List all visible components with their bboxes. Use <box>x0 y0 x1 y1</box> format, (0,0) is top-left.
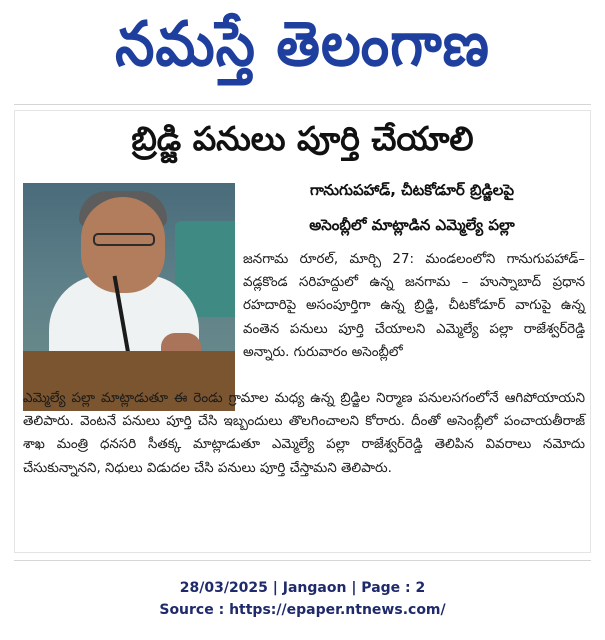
masthead-divider <box>14 104 591 105</box>
article-subhead-1: గానుగుపహాడ్, చీటకోడూర్ బ్రిడ్జిలపై <box>309 181 515 199</box>
masthead <box>0 0 605 104</box>
article-body-full-width: ఎమ్మెల్యే పల్లా మాట్లాడుతూ ఈ రెండు గ్రామాల మధ్య ఉన్న బ్రిడ్జిల నిర్మాణ పనులసగంలోనే ఆగిపోయాయని తెలిపారు. వెంటనే పనులు పూర్తి చేసి ఇబ్బందులు తొలగించాలని కోరారు. దీంతో అసెంబ్లీలో పంచాయతీరాజ్ శాఖ మంత్రి ధనసరి సీతక్క మాట్లాడుతూ ఎమ్మెల్యే పల్లా రాజేశ్వర్‌రెడ్డి తెలిపిన వివరాలు నమోదు చేసుకున్నానని, నిధులు విడుదల చేసి పనులు పూర్తి చేస్తామని తెలిపారు. <box>23 391 585 476</box>
article-headline: బ్రిడ్జి పనులు పూర్తి చేయాలి <box>131 119 474 158</box>
footer-divider <box>14 560 591 561</box>
edition-info: 28/03/2025 | Jangaon | Page : 2 <box>179 580 426 596</box>
source-link[interactable]: Source : https://epaper.ntnews.com/ <box>159 602 446 618</box>
article-body-right-column: జనగామ రూరల్, మార్చి 27: మండలంలోని గానుగుపహాడ్–వడ్లకొండ సరిహద్దులో ఉన్న జనగామ – హుస్నాబాద్ ప్రధాన రహదారిపై అసంపూర్తిగా ఉన్న బ్రిడ్జి, చీటకోడూర్ వాగుపై ఉన్న వంతెన పనులు పూర్తి చేయాలని ఎమ్మెల్యే పల్లా రాజేశ్వర్‌రెడ్డి అన్నారు. గురువారం అసెంబ్లీలో <box>243 252 585 360</box>
mla-photo <box>23 183 235 411</box>
article-subhead-2: అసెంబ్లీలో మాట్లాడిన ఎమ్మెల్యే పల్లా <box>309 216 515 234</box>
newspaper-logo: నమస్తే తెలంగాణ <box>115 8 490 81</box>
news-clipping <box>14 110 591 553</box>
